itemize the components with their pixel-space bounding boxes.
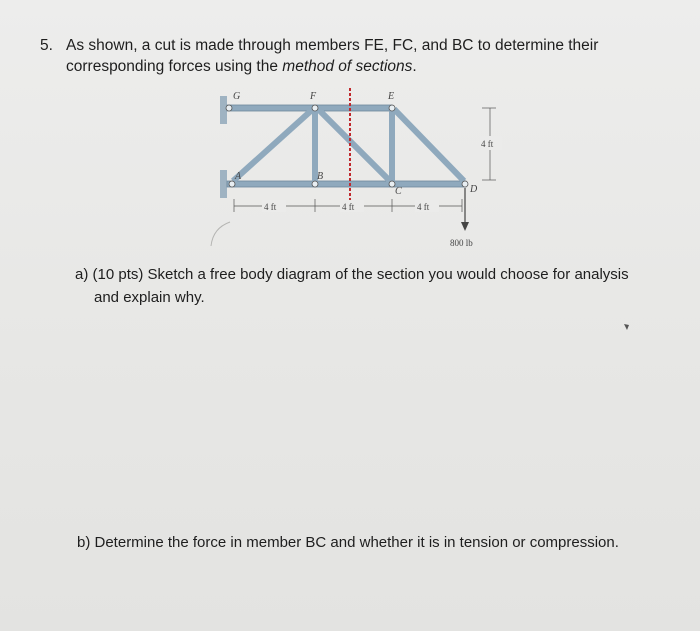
question-text-line1: As shown, a cut is made through members FE, FC, and BC to determine their	[66, 37, 599, 54]
node-label-g: G	[233, 91, 241, 102]
load-arrow-head	[461, 222, 469, 231]
dim-label-span3: 4 ft	[417, 202, 430, 212]
dim-label-span1: 4 ft	[264, 202, 277, 212]
pencil-mark-arc	[205, 218, 235, 248]
wall-support-g	[220, 96, 227, 124]
member-fc	[318, 109, 390, 181]
pin-f	[312, 105, 318, 111]
truss-figure	[200, 84, 540, 259]
pin-g	[226, 105, 232, 111]
node-label-b: B	[317, 171, 324, 182]
pencil-mark-tick	[622, 322, 632, 332]
node-label-d: D	[470, 184, 478, 195]
wall-support-a	[220, 170, 227, 198]
member-cd	[392, 181, 466, 187]
member-af	[233, 109, 313, 181]
question-text-line2	[66, 58, 417, 76]
load-label: 800 lb	[450, 238, 473, 248]
member-ed	[394, 109, 464, 181]
member-gf	[227, 105, 315, 111]
dim-label-height: 4 ft	[481, 139, 494, 149]
pin-e	[389, 105, 395, 111]
part-b-text: b) Determine the force in member BC and whether it is in tension or compression.	[77, 534, 619, 551]
pin-d	[462, 181, 468, 187]
dim-label-span2: 4 ft	[342, 202, 355, 212]
member-fe	[315, 105, 392, 111]
question-number: 5.	[40, 37, 53, 54]
node-label-a: A	[235, 171, 242, 182]
question-text-line2-prefix: corresponding forces using the	[66, 58, 283, 75]
method-of-sections-emphasis: method of sections	[282, 58, 413, 75]
node-label-e: E	[388, 91, 395, 102]
node-label-c: C	[395, 186, 402, 197]
part-a-text-line1: a) (10 pts) Sketch a free body diagram of the section you would choose for analysis	[75, 266, 629, 283]
node-label-f: F	[310, 91, 317, 102]
part-a-text-line2: and explain why.	[94, 289, 205, 306]
question-text-line2-suffix: .	[412, 58, 417, 75]
member-bc	[315, 181, 392, 187]
